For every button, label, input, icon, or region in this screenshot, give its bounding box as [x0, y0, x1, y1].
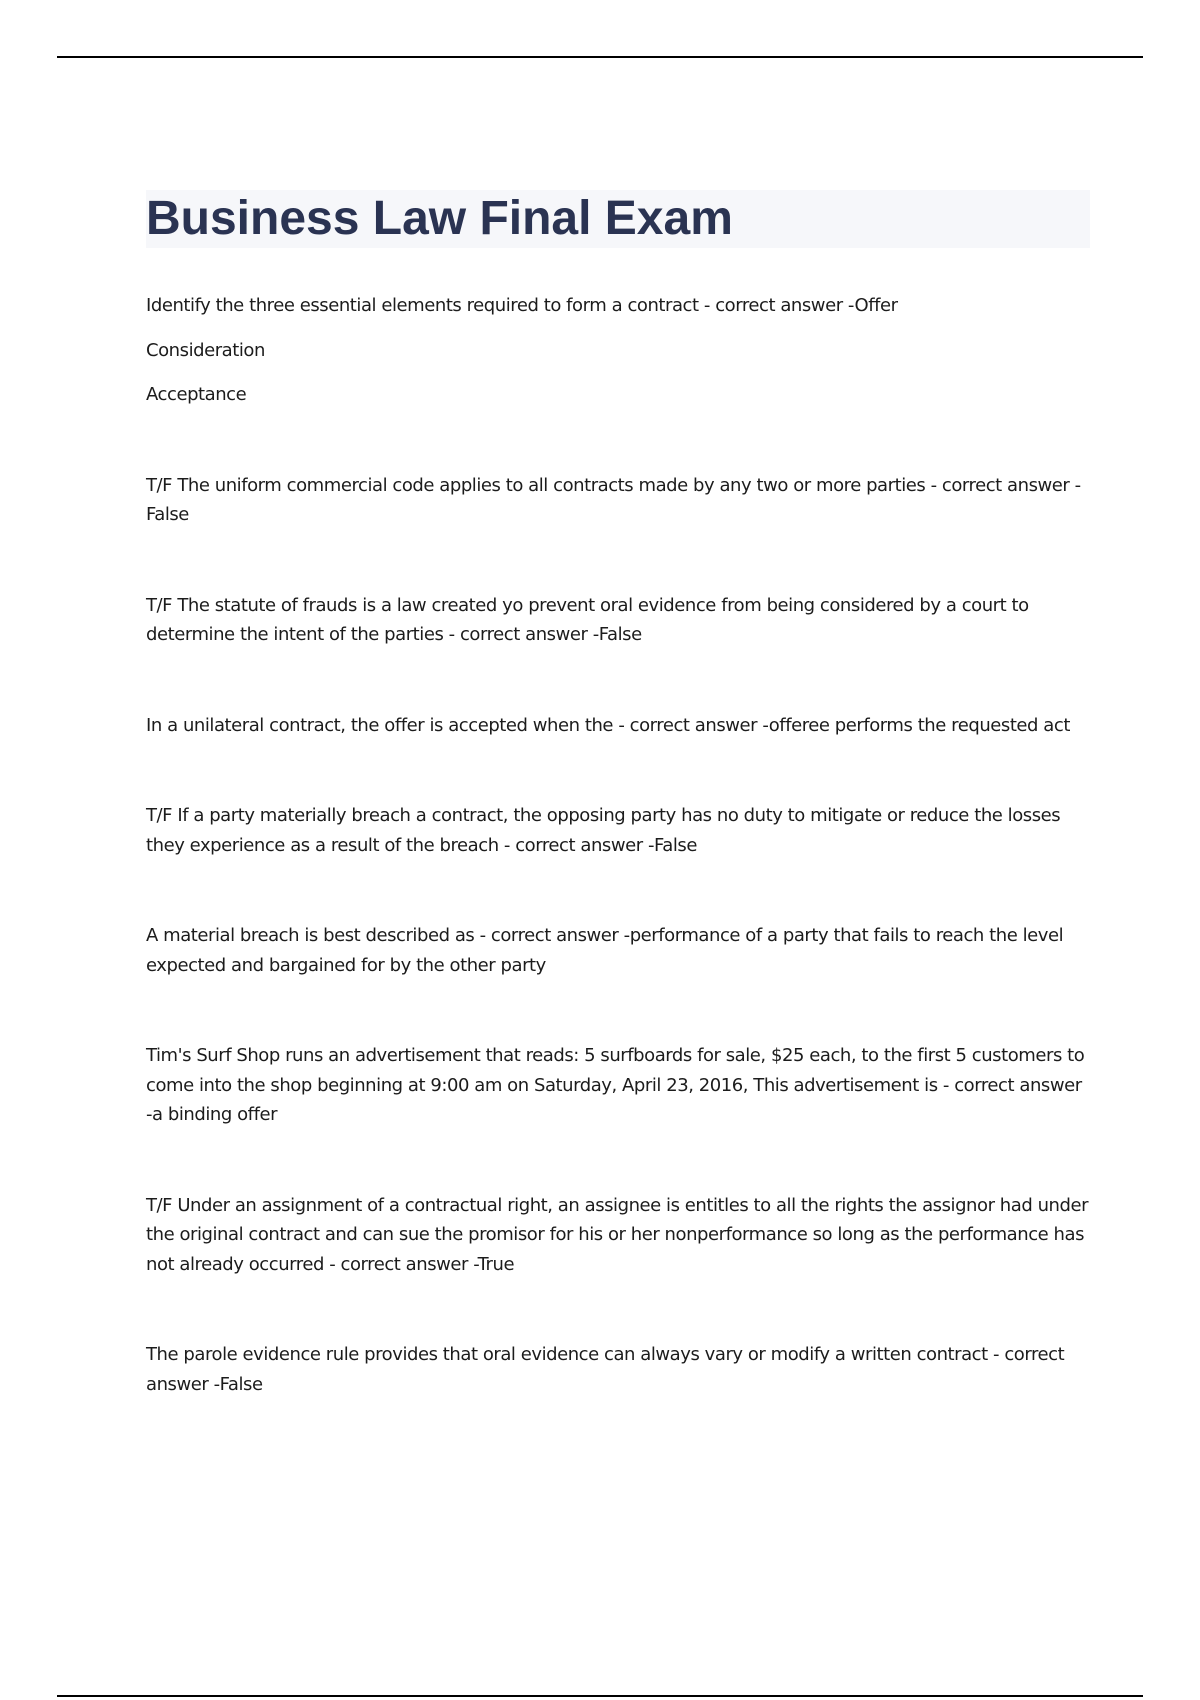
question-list [146, 291, 1090, 1399]
qa-text: The parole evidence rule provides that oral evidence can always vary or modify a written contract - correct answer -False [146, 1344, 1065, 1395]
qa-item [146, 291, 1090, 410]
qa-text: T/F If a party materially breach a contract, the opposing party has no duty to mitigate or reduce the losses they experience as a result of the breach - correct answer -False [146, 805, 1061, 856]
qa-text: A material breach is best described as - correct answer -performance of a party that fails to reach the level expected and bargained for by the other party [146, 925, 1064, 976]
qa-item [146, 711, 1090, 741]
qa-item [146, 471, 1090, 530]
qa-item [146, 921, 1090, 980]
qa-text: T/F The uniform commercial code applies to all contracts made by any two or more parties - correct answer -False [146, 474, 1081, 525]
qa-text: T/F Under an assignment of a contractual right, an assignee is entitles to all the rights the assignor had under the original contract and can sue the promisor for his or her nonperformance so long as the performance has not already occurred - correct answer -True [146, 1194, 1089, 1275]
header-rule [57, 56, 1143, 58]
qa-text: T/F The statute of frauds is a law created yo prevent oral evidence from being considered by a court to determine the intent of the parties - correct answer -False [146, 594, 1029, 645]
qa-item [146, 1340, 1090, 1399]
document-title: Business Law Final Exam [146, 192, 733, 245]
footer-rule [57, 1695, 1143, 1697]
qa-answer-line: Acceptance [146, 384, 247, 405]
qa-answer-line: Consideration [146, 339, 265, 361]
qa-item [146, 591, 1090, 650]
qa-text: Tim's Surf Shop runs an advertisement that reads: 5 surfboards for sale, $25 each, to the first 5 customers to come into the shop beginning at 9:00 am on Saturday, April 23, 2016, This advertisement is - correct answer -a binding offer [146, 1045, 1085, 1125]
qa-item [146, 1191, 1090, 1280]
qa-text: Identify the three essential elements required to form a contract - correct answer -Offer [146, 295, 898, 316]
qa-item [146, 1041, 1090, 1130]
qa-text: In a unilateral contract, the offer is accepted when the - correct answer -offeree performs the requested act [146, 714, 1070, 736]
qa-item [146, 801, 1090, 860]
